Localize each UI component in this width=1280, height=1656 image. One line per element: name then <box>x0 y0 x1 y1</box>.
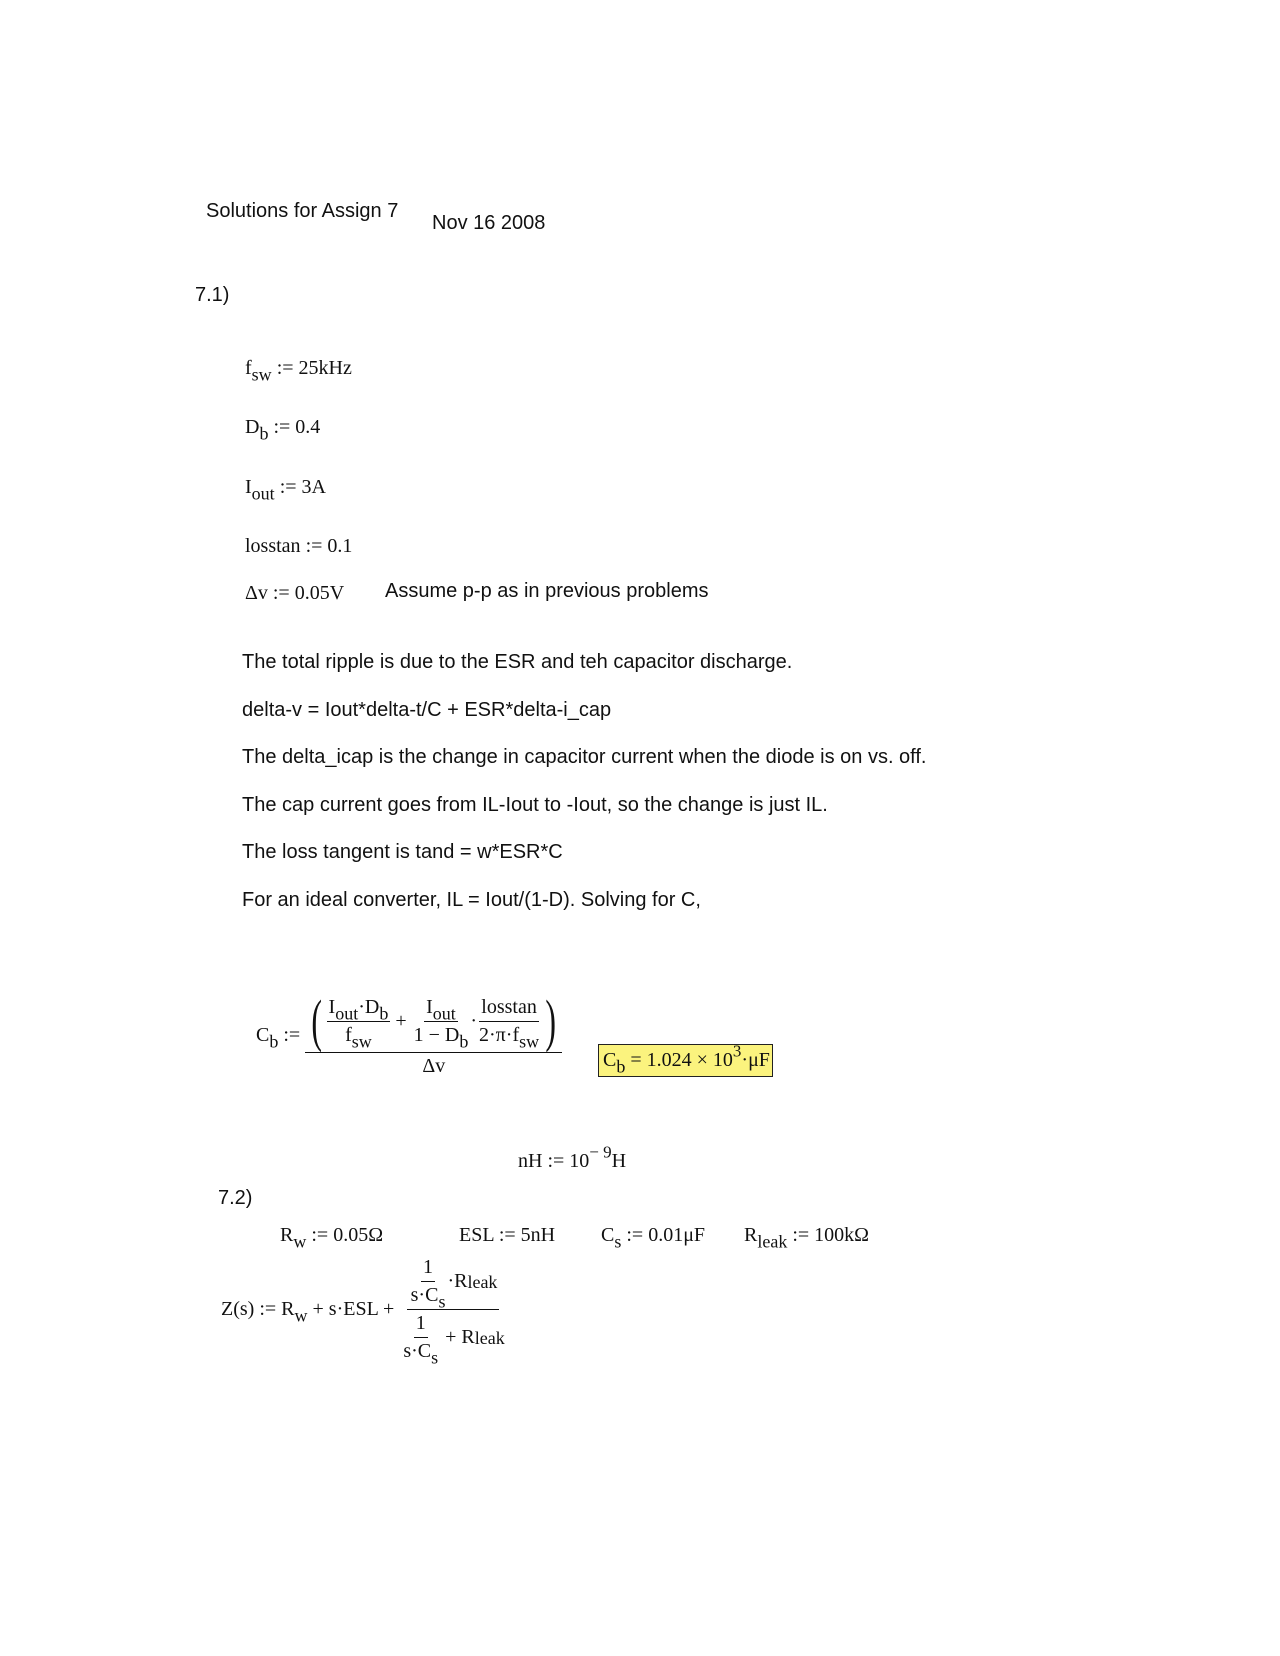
def-db: $D_b$ := 0.4 <box>245 416 321 444</box>
paragraph: The total ripple is due to the ESR and teh capacitor discharge. <box>242 651 793 673</box>
formula-cb-lhs: $C_b$ := <box>256 1023 301 1051</box>
formula-zs-lhs: Z(s) := $R_w + s\cdot ESL$ + <box>221 1298 395 1326</box>
formula-zs <box>221 1256 507 1368</box>
result-cb: $C_b = 1.024 \times 10^3\cdot\mu F$ <box>598 1044 773 1077</box>
paragraph: The loss tangent is tand = w*ESR*C <box>242 841 563 863</box>
formula-zs-fraction: $\frac{1}{s\cdot C_s}$ ·R leak $\frac{1}{s\cdot C_s}$ + R leak <box>403 1256 505 1368</box>
note-assume-pp: Assume p-p as in previous problems <box>385 580 709 602</box>
document-date: Nov 16 2008 <box>432 212 546 234</box>
def-fsw: $f_{sw}$ := 25kHz <box>245 357 352 385</box>
formula-cb <box>256 988 562 1078</box>
def-cs: $C_s$ := 0.01μF <box>601 1224 706 1252</box>
def-iout: $I_{out}$ := 3A <box>245 476 326 504</box>
paragraph: For an ideal converter, IL = Iout/(1-D). Solving for C, <box>242 889 701 911</box>
section-label-7-1: 7.1) <box>195 284 230 306</box>
paragraph: The cap current goes from IL-Iout to -Iout, so the change is just IL. <box>242 794 828 816</box>
paragraph: The delta_icap is the change in capacitor current when the diode is on vs. off. <box>242 746 927 768</box>
def-dv: Δv := 0.05V <box>245 582 345 604</box>
def-rleak: $R_{leak}$ := 100kΩ <box>744 1224 870 1252</box>
formula-cb-main-fraction: ( $\frac{I_{out}\cdot D_b}{f_{sw}}$ + $\frac{I_{out}}{1 - D_b}$ · $\frac{\text{losstan}}{2\cdot\pi\cdot f_{sw}}$ ) Δv <box>305 992 562 1078</box>
document-title: Solutions for Assign 7 <box>206 200 399 222</box>
def-esl: ESL := 5nH <box>459 1224 556 1246</box>
unit-def-nh: nH := $10^{- 9}H$ <box>518 1142 627 1172</box>
def-losstan: losstan := 0.1 <box>245 535 353 557</box>
paragraph: delta-v = Iout*delta-t/C + ESR*delta-i_cap <box>242 699 612 721</box>
def-rw: $R_w$ := 0.05Ω <box>280 1224 384 1252</box>
section-label-7-2: 7.2) <box>218 1187 253 1209</box>
